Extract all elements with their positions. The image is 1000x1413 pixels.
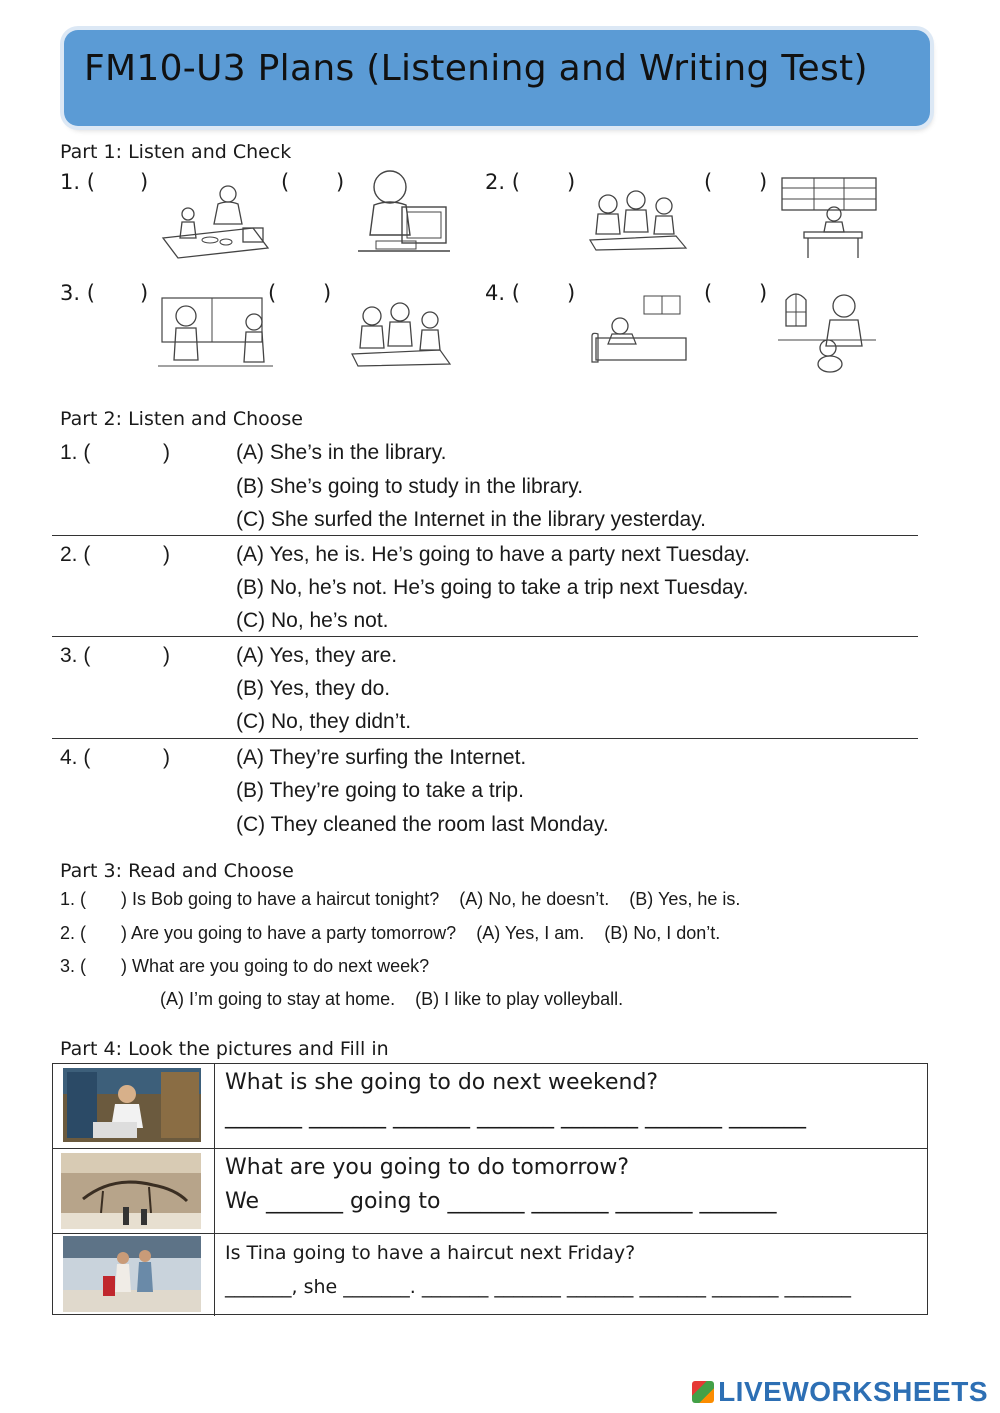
p1-q3-close: )	[140, 281, 149, 305]
p4-q2-question: What are you going to do tomorrow?	[225, 1155, 630, 1180]
p1-q4-close: )	[567, 281, 576, 305]
p2-q3-option-b: (B) Yes, they do.	[236, 677, 391, 700]
table-row	[53, 1233, 927, 1316]
p2-q1-num: 1. (	[60, 441, 91, 464]
p2-q3-num: 3. (	[60, 644, 91, 667]
p2-q2-close: )	[163, 543, 170, 566]
part2-heading: Part 2: Listen and Choose	[60, 408, 303, 430]
p2-q3-option-c: (C) No, they didn’t.	[236, 710, 412, 733]
divider	[52, 738, 918, 739]
museum-photo-cell	[53, 1149, 215, 1233]
p1-q4-paren2-open: (	[704, 281, 713, 305]
p3-q1: 1. ( ) Is Bob going to have a haircut tonight? (A) No, he doesn’t. (B) Yes, he is.	[60, 889, 741, 909]
p3-q3: 3. ( ) What are you going to do next week?	[60, 956, 430, 976]
p1-q2-paren2-open: (	[704, 170, 713, 194]
picnic-picture	[158, 180, 273, 260]
part1-heading: Part 1: Listen and Check	[60, 141, 292, 163]
p4-q1-question: What is she going to do next weekend?	[225, 1070, 659, 1095]
p1-q4-label: 4. (	[485, 281, 520, 305]
p1-q4-paren2-close: )	[759, 281, 768, 305]
fill-in-table	[52, 1063, 928, 1315]
logo-text: LIVEWORKSHEETS	[718, 1376, 988, 1407]
p1-q3-label: 3. (	[60, 281, 95, 305]
p2-q2-option-a: (A) Yes, he is. He’s going to have a party next Tuesday.	[236, 543, 751, 566]
library-photo	[53, 1064, 213, 1146]
haircut-picture	[158, 294, 273, 370]
p1-q2-close: )	[567, 170, 576, 194]
p3-q2: 2. ( ) Are you going to have a party tomorrow? (A) Yes, I am. (B) No, I don’t.	[60, 923, 721, 943]
p1-q2-label: 2. (	[485, 170, 520, 194]
divider	[52, 535, 918, 536]
p4-q3-question: Is Tina going to have a haircut next Friday?	[225, 1242, 636, 1264]
kids-eating-picture	[586, 188, 690, 252]
p2-q1-option-a: (A) She’s in the library.	[236, 441, 447, 464]
cat-window-picture	[776, 286, 880, 376]
p2-q4-option-b: (B) They’re going to take a trip.	[236, 779, 524, 802]
table-row	[53, 1148, 927, 1233]
p2-q4-option-a: (A) They’re surfing the Internet.	[236, 746, 527, 769]
p4-q1-answer-blanks[interactable]: _______ _______ _______ _______ _______ _______ _______	[225, 1104, 806, 1129]
p2-q1-option-c: (C) She surfed the Internet in the library yesterday.	[236, 508, 706, 531]
library-study-picture	[778, 176, 878, 262]
p2-q3-close: )	[163, 644, 170, 667]
part3-heading: Part 3: Read and Choose	[60, 860, 294, 882]
p1-q1-paren2-close: )	[336, 170, 345, 194]
p2-q2-num: 2. (	[60, 543, 91, 566]
airport-photo-cell	[53, 1234, 215, 1316]
kids-playing-picture	[348, 298, 454, 368]
p1-q3-paren2-open: (	[268, 281, 277, 305]
p2-q4-close: )	[163, 746, 170, 769]
p4-q3-answer-blanks[interactable]: _______, she _______. _______ _______ _______ _______ _______ _______	[225, 1276, 852, 1298]
sofa-picture	[590, 292, 690, 366]
p1-q3-paren2-close: )	[323, 281, 332, 305]
p2-q1-option-b: (B) She’s going to study in the library.	[236, 475, 584, 498]
p2-q2-option-b: (B) No, he’s not. He’s going to take a trip next Tuesday.	[236, 576, 749, 599]
p1-q1-paren2-open: (	[281, 170, 290, 194]
library-photo-cell	[53, 1064, 215, 1148]
p4-q2-answer-blanks[interactable]: We _______ going to _______ _______ _______ _______	[225, 1189, 777, 1214]
p2-q3-option-a: (A) Yes, they are.	[236, 644, 398, 667]
p1-q2-paren2-close: )	[759, 170, 768, 194]
p2-q4-option-c: (C) They cleaned the room last Monday.	[236, 813, 609, 836]
museum-photo	[53, 1149, 213, 1231]
divider	[52, 636, 918, 637]
p1-q1-close: )	[140, 170, 149, 194]
p2-q1-close: )	[163, 441, 170, 464]
table-row	[53, 1064, 927, 1148]
logo-icon	[692, 1381, 714, 1403]
computer-boy-picture	[352, 165, 452, 263]
liveworksheets-logo	[692, 1376, 988, 1408]
p3-q3-options: (A) I’m going to stay at home. (B) I like to play volleyball.	[160, 989, 624, 1009]
p2-q4-num: 4. (	[60, 746, 91, 769]
airport-photo	[53, 1234, 213, 1314]
part4-heading: Part 4: Look the pictures and Fill in	[60, 1038, 389, 1060]
page-title: FM10-U3 Plans (Listening and Writing Test)	[84, 48, 868, 89]
p2-q2-option-c: (C) No, he’s not.	[236, 609, 389, 632]
p1-q1-label: 1. (	[60, 170, 95, 194]
